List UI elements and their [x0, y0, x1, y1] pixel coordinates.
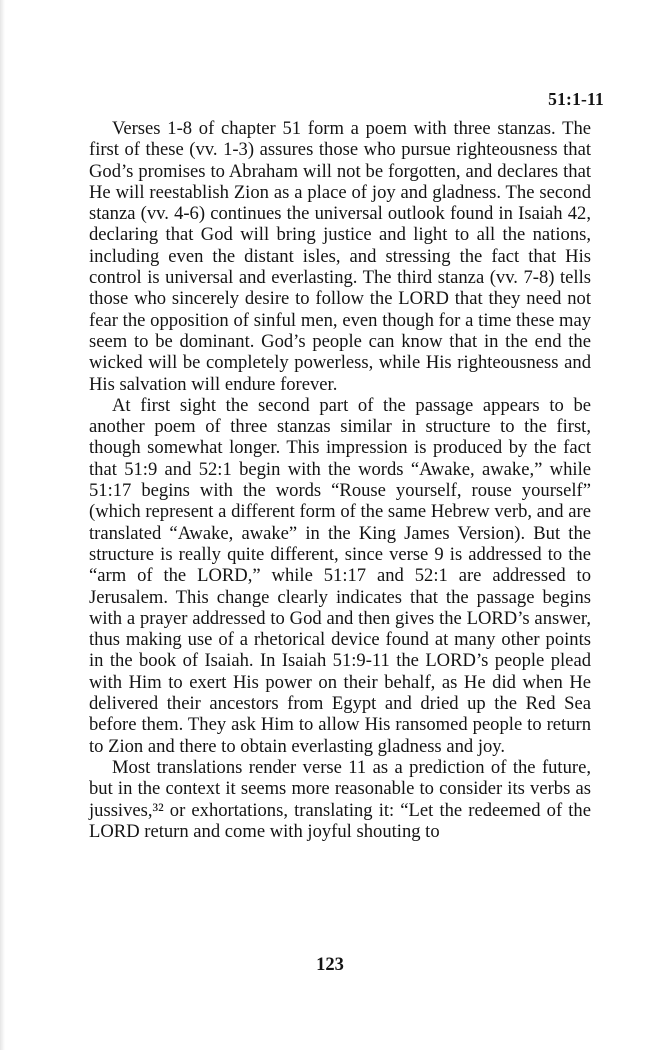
scan-edge-shadow — [0, 0, 5, 1050]
page-number: 123 — [316, 955, 344, 975]
paragraph-2: At first sight the second part of the passage appears to be another poem of three stanzas similar in structure to the first, though somewhat longer. This impression is produced by the fact that 51:9 and 52:1 begin with the words “Awake, awake,” while 51:17 begins with the words “Rouse yourself, rouse yourself” (which represent a different form of the same Hebrew verb, and are translated “Awake, awake” in the King James Version). But the structure is really quite different, since verse 9 is addressed to the “arm of the LORD,” while 51:17 and 52:1 are addressed to Jerusalem. This change clearly indicates that the passage begins with a prayer addressed to God and then gives the LORD’s answer, thus making use of a rhetorical device found at many other points in the book of Isaiah. In Isaiah 51:9-11 the LORD’s people plead with Him to exert His power on their behalf, as He did when He delivered their ancestors from Egypt and dried up the Red Sea before them. They ask Him to allow His ransomed people to return to Zion and there to obtain everlasting gladness and joy. — [89, 394, 591, 757]
running-head: 51:1-11 — [548, 89, 604, 109]
paragraph-3: Most translations render verse 11 as a prediction of the future, but in the context it seems more reasonable to consider its verbs as jussives,³² or exhortations, translating it: “Let the redeemed of the LORD return and come with joyful shouting to — [89, 756, 591, 842]
paragraph-1: Verses 1-8 of chapter 51 form a poem with three stanzas. The first of these (vv. 1-3) assures those who pursue righteousness that God’s promises to Abraham will not be forgotten, and declares that He will reestablish Zion as a place of joy and gladness. The second stanza (vv. 4-6) continues the universal outlook found in Isaiah 42, declaring that God will bring justice and light to all the nations, including even the distant isles, and stressing the fact that His control is universal and everlasting. The third stanza (vv. 7-8) tells those who sincerely desire to follow the LORD that they need not fear the opposition of sinful men, even though for a time these may seem to be dominant. God’s people can know that in the end the wicked will be completely powerless, while His righteousness and His salvation will endure forever. — [89, 118, 591, 395]
body-text — [89, 118, 591, 842]
